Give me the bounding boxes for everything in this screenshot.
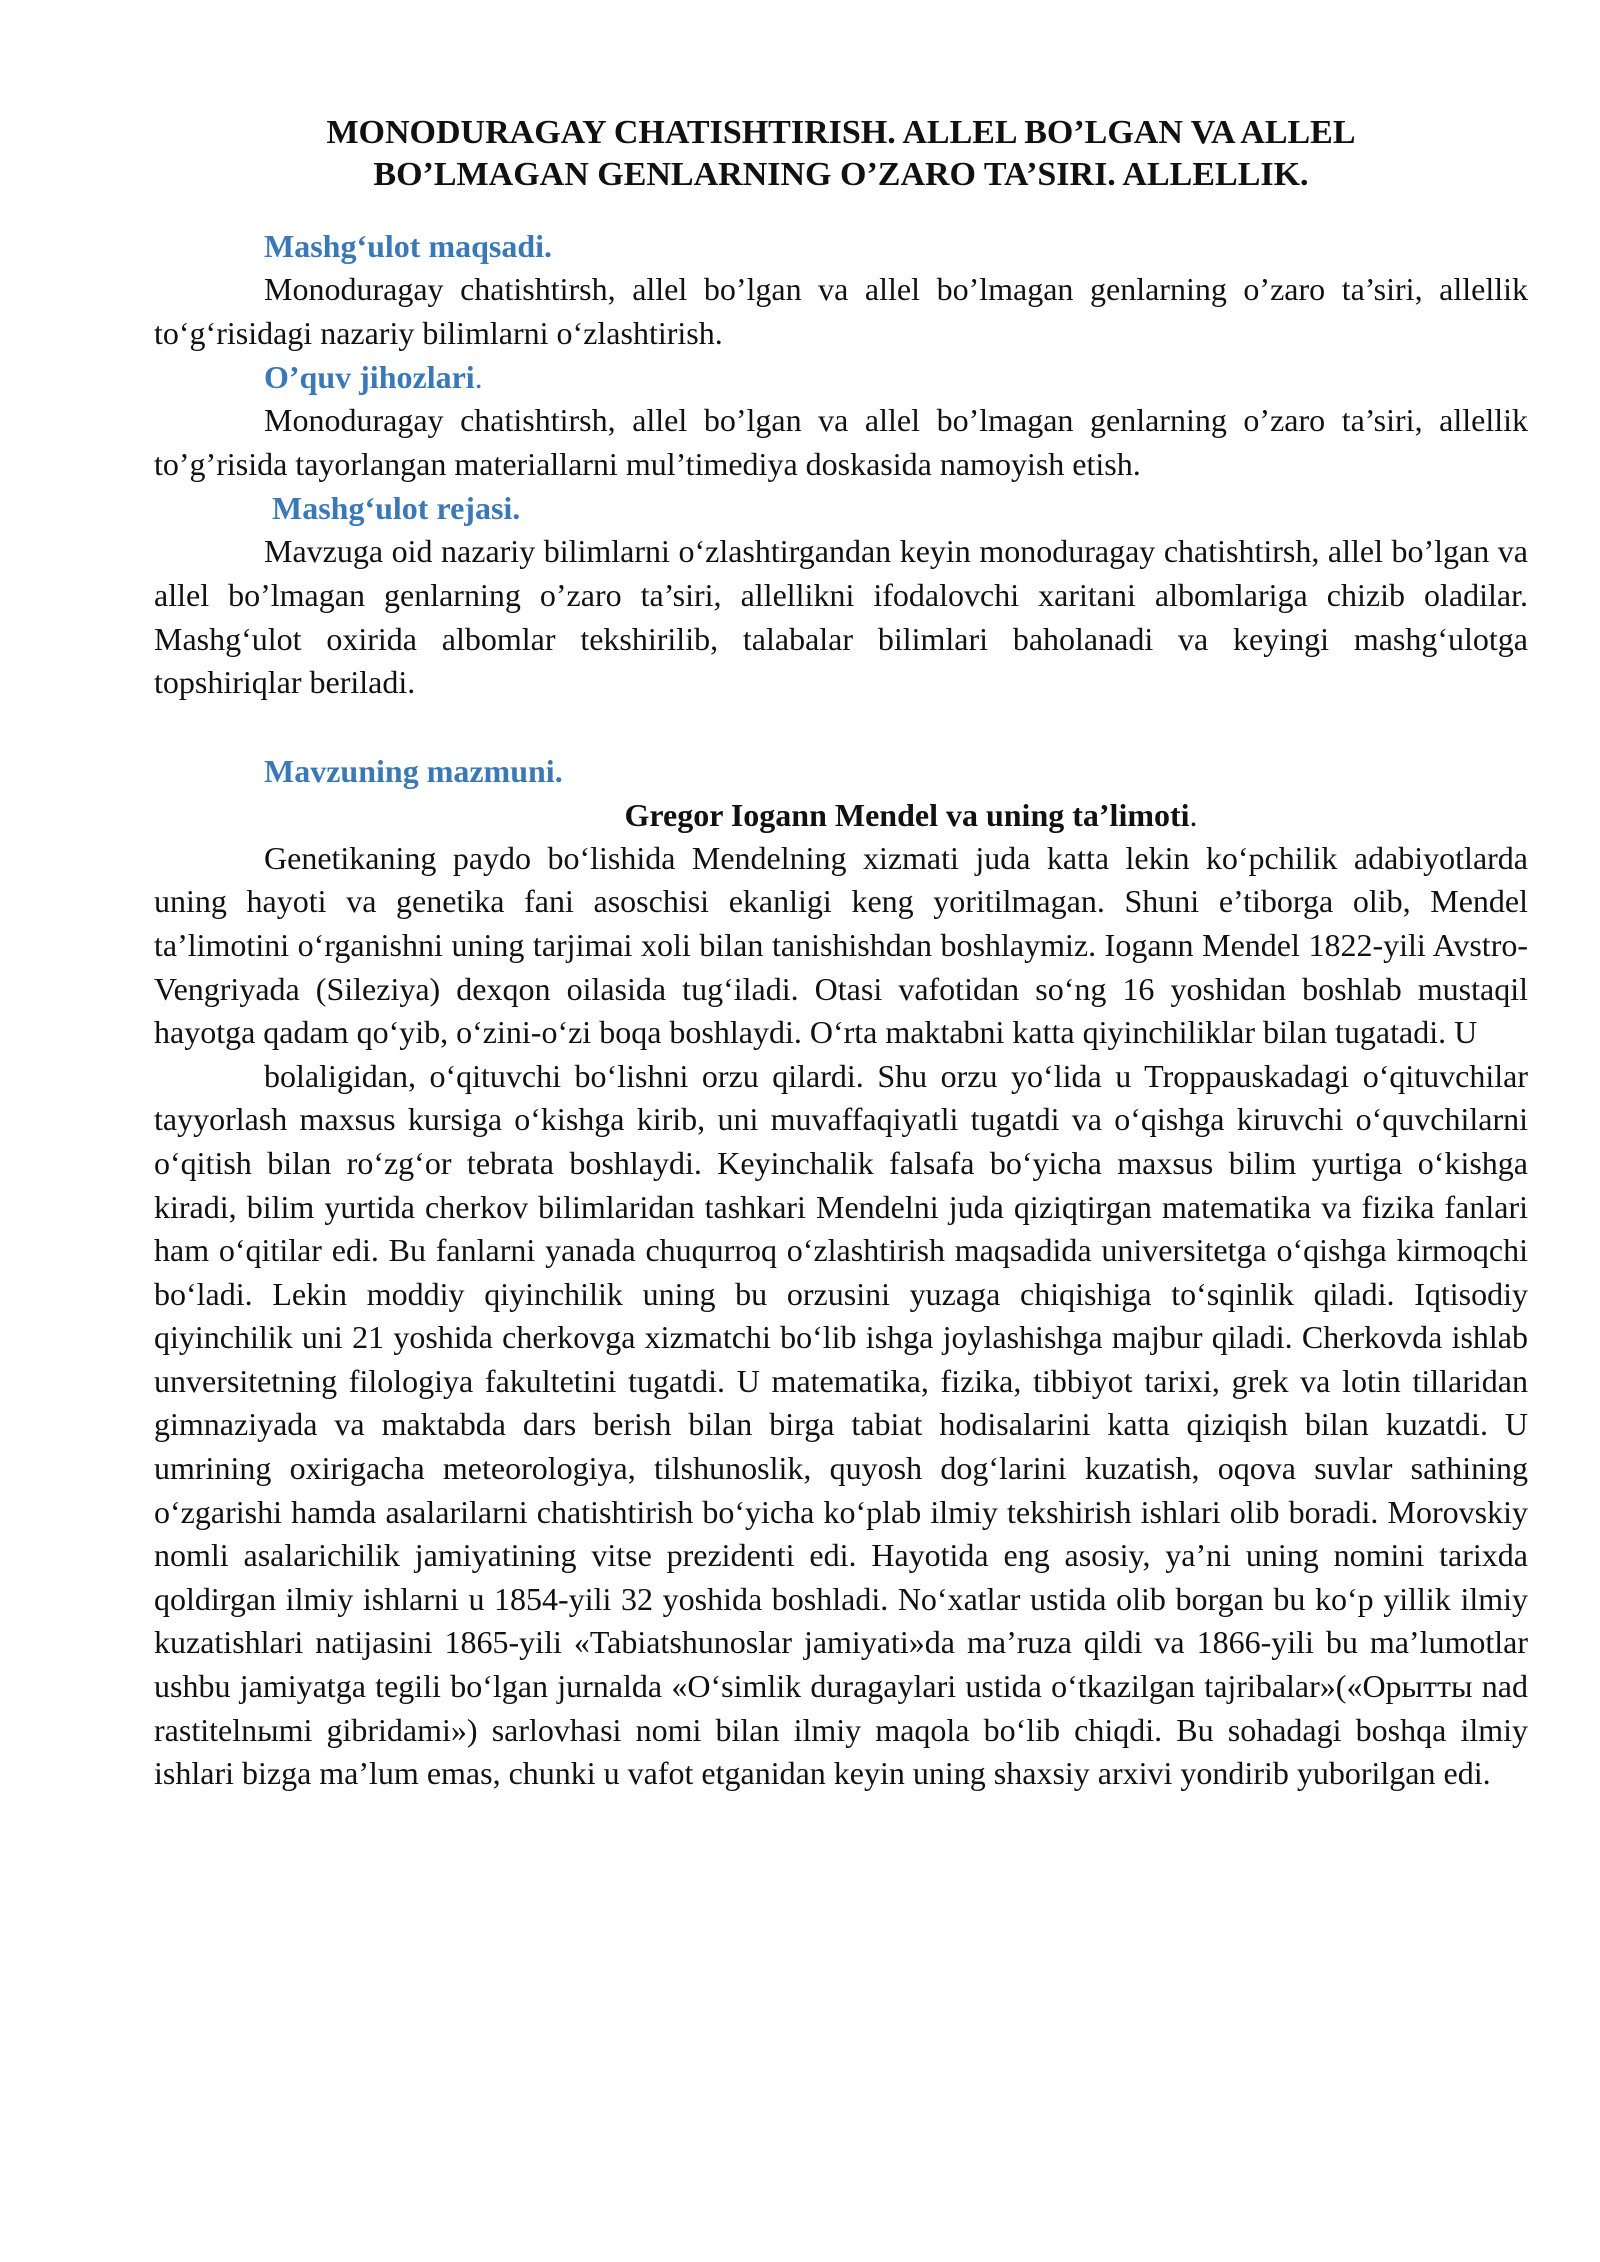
- title-line-2: BO’LMAGAN GENLARNING O’ZARO TA’SIRI. ALLELLIK.: [373, 156, 1309, 193]
- goal-text: Monoduragay chatishtirsh, allel bo’lgan va allel bo’lmagan genlarning o’zaro ta’siri, allellik to‘g‘risidagi nazariy bilimlarni o‘zlashtirish.: [154, 271, 1528, 351]
- heading-equipment-dot: .: [474, 359, 483, 396]
- body-paragraph-1: Genetikaning paydo bo‘lishida Mendelning xizmati juda katta lekin ko‘pchilik adabiyotlarda uning hayoti va genetika fani asoschisi ekanligi keng yoritilmagan. Shuni e’tiborga olib, Mendel ta’limotini o‘rganishni uning tarjimai xoli bilan tanishishdan boshlaymiz. Iogann Mendel 1822-yili Avstro-Vengriyada (Sileziya) dexqon oilasida tug‘iladi. Otasi vafotidan so‘ng 16 yoshidan boshlab mustaqil hayotga qadam qo‘yib, o‘zini-o‘zi boqa boshlaydi. O‘rta maktabni katta qiyinchiliklar bilan tugatadi. U: [154, 839, 1528, 1051]
- subtitle-text: Gregor Iogann Mendel va uning ta’limoti: [624, 796, 1190, 833]
- title-line-1: MONODURAGAY CHATISHTIRISH. ALLEL BO’LGAN VA ALLEL: [326, 114, 1356, 151]
- heading-goal: Mashg‘ulot maqsadi.: [264, 228, 553, 264]
- document-title: [154, 112, 1528, 196]
- subtitle-dot: .: [1189, 796, 1198, 833]
- blank-line: [154, 705, 1528, 749]
- subtitle: [154, 793, 1528, 837]
- heading-plan: Mashg‘ulot rejasi.: [272, 490, 521, 527]
- equipment-text: Monoduragay chatishtirsh, allel bo’lgan va allel bo’lmagan genlarning o’zaro ta’siri, allellik to’g’risida tayorlangan materiallarni mul’timediya doskasida namoyish etish.: [154, 402, 1528, 482]
- body-paragraph-2: bolaligidan, o‘qituvchi bo‘lishni orzu qilardi. Shu orzu yo‘lida u Troppauskadagi o‘qituvchilar tayyorlash maxsus kursiga o‘kishga kirib, uni muvaffaqiyatli tugatdi va o‘qishga kiruvchi o‘quvchilarni o‘qitish bilan ro‘zg‘or tebrata boshlaydi. Keyinchalik falsafa bo‘yicha maxsus bilim yurtiga o‘kishga kiradi, bilim yurtida cherkov bilimlaridan tashkari Mendelni juda qiziqtirgan matematika va fizika fanlari ham o‘qitilar edi. Bu fanlarni yanada chuqurroq o‘zlashtirish maqsadida universitetga o‘qishga kirmoqchi bo‘ladi. Lekin moddiy qiyinchilik uning bu orzusini yuzaga chiqishiga to‘sqinlik qiladi. Iqtisodiy qiyinchilik uni 21 yoshida cherkovga xizmatchi bo‘lib ishga joylashishga majbur qiladi. Cherkovda ishlab unversitetning filologiya fakultetini tugatdi. U matematika, fizika, tibbiyot tarixi, grek va lotin tillaridan gimnaziyada va maktabda dars berish bilan birga tabiat hodisalarini katta qiziqish bilan kuzatdi. U umrining oxirigacha meteorologiya, tilshunoslik, quyosh dog‘larini kuzatish, oqova suvlar sathining o‘zgarishi hamda asalarilarni chatishtirish bo‘yicha ko‘plab ilmiy tekshirish ishlari olib boradi. Morovskiy nomli asalarichilik jamiyatining vitse prezidenti edi. Hayotida eng asosiy, ya’ni uning nomini tarixda qoldirgan ilmiy ishlarni u 1854-yili 32 yoshida boshladi. No‘xatlar ustida olib borgan bu ko‘p yillik ilmiy kuzatishlari natijasini 1865-yili «Tabiatshunoslar jamiyati»da ma’ruza qildi va 1866-yili bu ma’lumotlar ushbu jamiyatga tegili bo‘lgan jurnalda «O‘simlik duragaylari ustida o‘tkazilgan tajribalar»(«Орытты nad rastitelnыmi gibridami») sarlovhasi nomi bilan ilmiy maqola bo‘lib chiqdi. Bu sohadagi boshqa ilmiy ishlari bizga ma’lum emas, chunki u vafot etganidan keyin uning shaxsiy arxivi yondirib yuborilgan edi.: [154, 1057, 1528, 1792]
- heading-equipment-label: O’quv jihozlari: [264, 359, 475, 396]
- document-page: [154, 112, 1528, 1796]
- heading-content: Mavzuning mazmuni.: [264, 752, 563, 789]
- plan-text: Mavzuga oid nazariy bilimlarni o‘zlashtirgandan keyin monoduragay chatishtirsh, allel bo’lgan va allel bo’lmagan genlarning o’zaro ta’siri, allellikni ifodalovchi xaritani albomlariga chizib oladilar. Mashg‘ulot oxirida albomlar tekshirilib, talabalar bilimlari baholanadi va keyingi mashg‘ulotga topshiriqlar beriladi.: [154, 533, 1528, 701]
- heading-equipment: [154, 355, 1528, 399]
